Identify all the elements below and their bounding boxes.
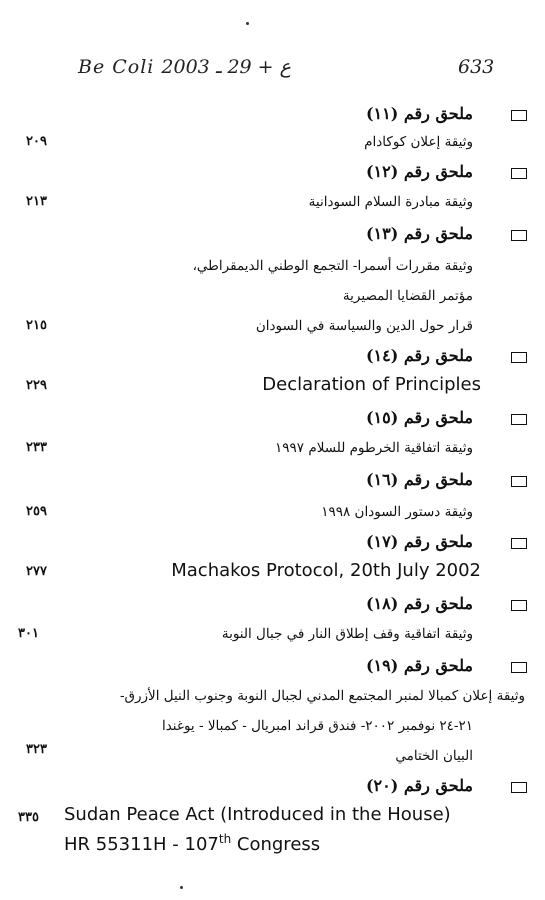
page-number: ٣٣٥ (18, 810, 39, 825)
checkbox-11[interactable] (511, 110, 527, 121)
page-number: ٢٣٣ (26, 440, 47, 455)
checkbox-13[interactable] (511, 230, 527, 241)
entry-heading: ملحق رقم (١٨) (365, 594, 473, 613)
entry-title: وثيقة مقررات أسمرا- التجمع الوطني الديمقراطي، (192, 258, 473, 274)
checkbox-20[interactable] (511, 782, 527, 793)
page-number: ٢٠٩ (26, 134, 47, 149)
entry-title: وثيقة اتفاقية وقف إطلاق النار في جبال النوبة (221, 626, 473, 642)
entry-title: وثيقة مبادرة السلام السودانية (308, 194, 473, 210)
speck (180, 886, 183, 889)
entry-19-title-2 (0, 714, 545, 742)
entry-18-heading (0, 592, 545, 620)
entry-heading: ملحق رقم (١١) (365, 104, 473, 123)
entry-20-title (0, 804, 545, 832)
entry-20-heading (0, 774, 545, 802)
entry-title: وثيقة إعلان كوكادام (364, 134, 473, 150)
entry-14-title (0, 374, 545, 402)
entry-12-heading (0, 160, 545, 188)
entry-11-heading (0, 102, 545, 130)
entry-title: وثيقة دستور السودان ١٩٩٨ (321, 504, 473, 520)
entry-14-heading (0, 344, 545, 372)
page-number: ٢٧٧ (26, 564, 47, 579)
page-number: ٢١٥ (26, 318, 47, 333)
checkbox-12[interactable] (511, 168, 527, 179)
entry-heading: ملحق رقم (١٩) (365, 656, 473, 675)
entry-18-title (0, 622, 545, 650)
page-number: ٢٥٩ (26, 504, 47, 519)
entry-heading: ملحق رقم (١٤) (365, 346, 473, 365)
entry-heading: ملحق رقم (١٢) (365, 162, 473, 181)
entry-heading: ملحق رقم (١٥) (365, 408, 473, 427)
entry-subtitle: HR 55311H - 107th Congress (64, 832, 321, 855)
entry-title: Machakos Protocol, 20th July 2002 (171, 560, 481, 581)
entry-heading: ملحق رقم (٢٠) (365, 776, 473, 795)
entry-title: Sudan Peace Act (Introduced in the House) (64, 804, 451, 825)
page-number: ٢١٣ (26, 194, 47, 209)
entry-13-title-2 (0, 284, 545, 312)
entry-20-subtitle (0, 832, 545, 860)
handwritten-note: Be Coli ع + 29 ـ 2003 (78, 56, 291, 78)
page-number: ٢٢٩ (26, 378, 47, 393)
checkbox-18[interactable] (511, 600, 527, 611)
speck (246, 22, 249, 25)
entry-13-title-1 (0, 254, 545, 282)
entry-title: وثيقة إعلان كمبالا لمنبر المجتمع المدني لجبال النوبة وجنوب النيل الأزرق- (119, 688, 525, 704)
entry-heading: ملحق رقم (١٧) (365, 532, 473, 551)
checkbox-19[interactable] (511, 662, 527, 673)
checkbox-15[interactable] (511, 414, 527, 425)
checkbox-16[interactable] (511, 476, 527, 487)
page-number: ٣٢٣ (26, 742, 47, 757)
entry-title: Declaration of Principles (262, 374, 481, 395)
entry-19-title-1 (0, 684, 545, 712)
checkbox-14[interactable] (511, 352, 527, 363)
entry-heading: ملحق رقم (١٣) (365, 224, 473, 243)
entry-19-heading (0, 654, 545, 682)
entry-16-heading (0, 468, 545, 496)
entry-title: مؤتمر القضايا المصيرية (342, 288, 473, 304)
entry-heading: ملحق رقم (١٦) (365, 470, 473, 489)
entry-17-heading (0, 530, 545, 558)
entry-13-heading (0, 222, 545, 250)
entry-title: البيان الختامي (395, 748, 473, 764)
entry-title: وثيقة اتفاقية الخرطوم للسلام ١٩٩٧ (275, 440, 473, 456)
entry-17-title (0, 560, 545, 588)
entry-15-heading (0, 406, 545, 434)
entry-15-title (0, 436, 545, 464)
entry-12-title (0, 190, 545, 218)
entry-title: ٢١-٢٤ نوفمبر ٢٠٠٢- فندق قراند امبريال - كمبالا - يوغندا (161, 718, 473, 734)
entry-11-title (0, 130, 545, 158)
page-number: ٣٠١ (18, 626, 39, 641)
entry-13-title-3 (0, 314, 545, 342)
entry-19-title-3 (0, 744, 545, 772)
entry-16-title (0, 500, 545, 528)
entry-title: قرار حول الدين والسياسة في السودان (255, 318, 473, 334)
checkbox-17[interactable] (511, 538, 527, 549)
handwritten-page-number: 633 (458, 56, 495, 78)
